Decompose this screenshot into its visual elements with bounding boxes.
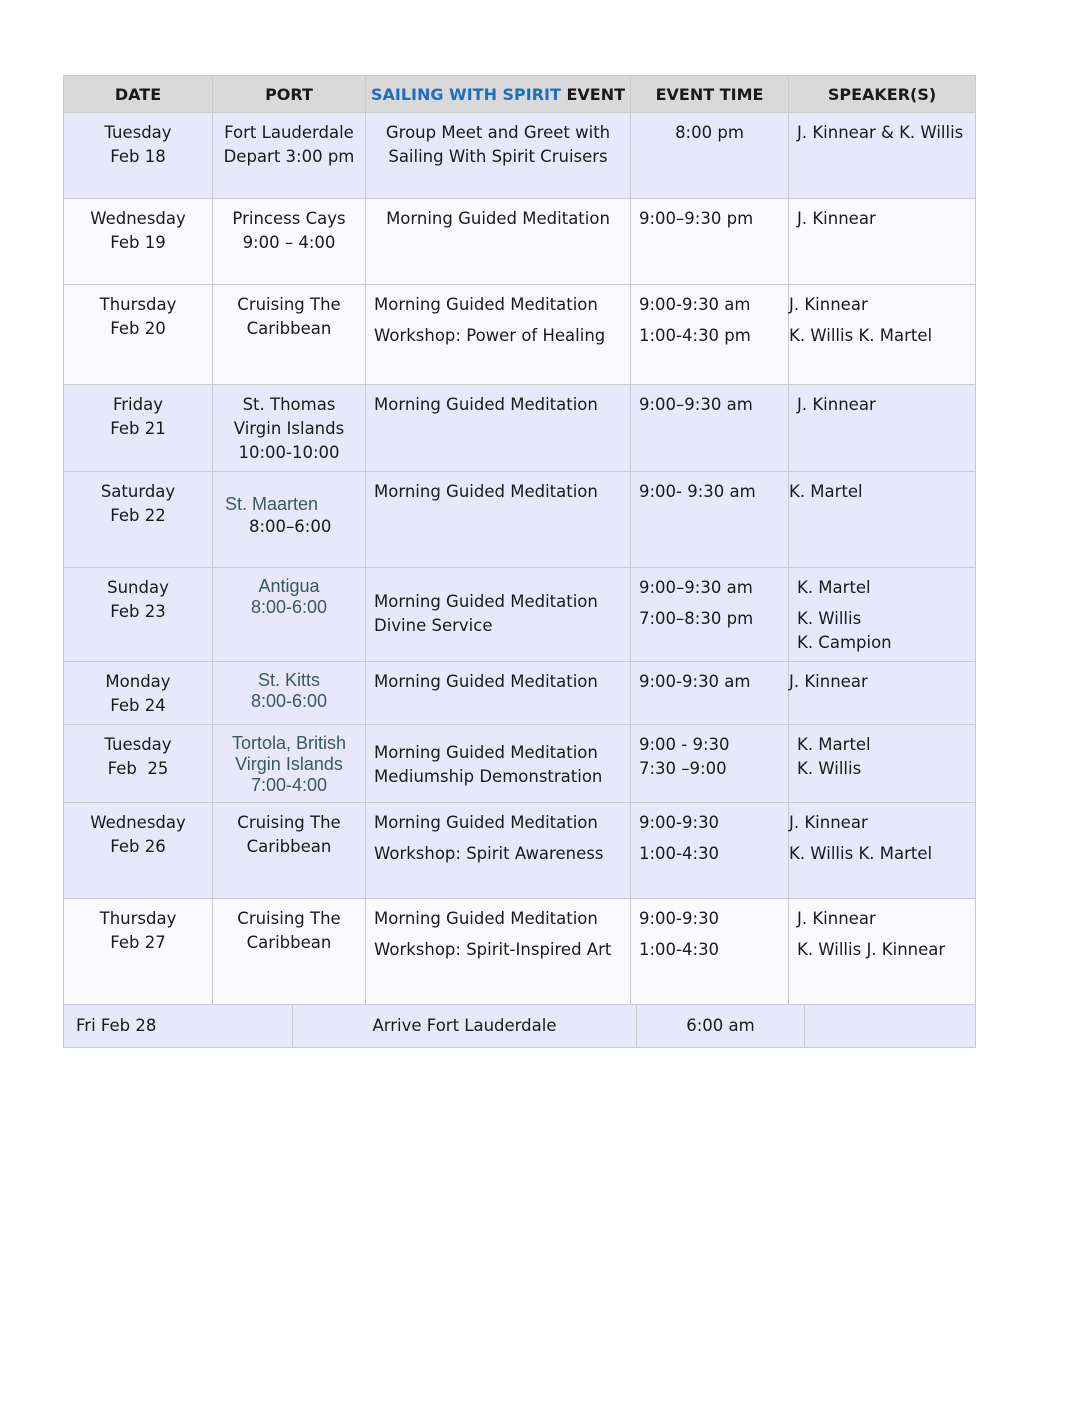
event-line: Divine Service [374, 616, 493, 635]
date-cell [64, 662, 213, 725]
port-line: Cruising The [237, 909, 341, 928]
header-row [64, 76, 976, 113]
day-label: Wednesday [90, 813, 186, 832]
speaker-line: J. Kinnear & K. Willis [797, 123, 964, 142]
schedule-sheet [63, 75, 975, 1048]
time-line: 9:00–9:30 am [639, 395, 753, 414]
event-cell [366, 725, 631, 803]
event-line: Workshop: Spirit-Inspired Art [374, 940, 612, 959]
speaker-cell [789, 113, 976, 199]
event-cell [366, 285, 631, 385]
port-cell [213, 568, 366, 662]
speaker-line: K. Martel [797, 735, 871, 754]
port-line: Princess Cays [232, 209, 346, 228]
day-label: Saturday [100, 482, 176, 501]
date-cell [64, 568, 213, 662]
table-row [64, 385, 976, 472]
speaker-cell [789, 199, 976, 285]
speaker-cell [789, 725, 976, 803]
speaker-line: K. Martel [789, 482, 863, 501]
day-label: Thursday [99, 909, 177, 928]
table-row [64, 199, 976, 285]
speaker-line: J. Kinnear [789, 813, 868, 832]
date-label: Feb 18 [110, 147, 166, 166]
time-line: 7:00–8:30 pm [639, 609, 754, 628]
port-line: 10:00-10:00 [238, 443, 340, 462]
port-cell [213, 113, 366, 199]
port-line: Caribbean [246, 933, 332, 952]
time-cell [631, 472, 789, 568]
time-line: 9:00- 9:30 am [639, 482, 756, 501]
event-line: Morning Guided Meditation [374, 813, 598, 832]
date-cell [64, 199, 213, 285]
speaker-cell [789, 662, 976, 725]
time-cell [631, 385, 789, 472]
port-line: St. Kitts [257, 670, 320, 690]
time-line: 1:00-4:30 pm [639, 326, 751, 345]
speaker-line: K. Willis K. Martel [789, 326, 933, 345]
speaker-cell [789, 472, 976, 568]
speaker-line: K. Campion [797, 633, 892, 652]
event-line: Morning Guided Meditation [374, 672, 598, 691]
header-port: PORT [213, 76, 366, 113]
header-speakers: SPEAKER(S) [789, 76, 976, 113]
date-label: Feb 19 [110, 233, 166, 252]
date-label: Feb 22 [110, 506, 166, 525]
port-cell [213, 472, 366, 568]
time-cell [631, 725, 789, 803]
day-label: Thursday [99, 295, 177, 314]
time-cell [631, 568, 789, 662]
date-label: Feb 26 [110, 837, 166, 856]
date-label: Feb 20 [110, 319, 166, 338]
event-line: Workshop: Power of Healing [374, 326, 606, 345]
time-line: 9:00–9:30 pm [639, 209, 754, 228]
day-label: Wednesday [90, 209, 186, 228]
time-line: 1:00-4:30 [639, 844, 720, 863]
time-cell [631, 803, 789, 899]
table-row [64, 113, 976, 199]
event-cell [366, 385, 631, 472]
time-line: 9:00-9:30 am [639, 672, 751, 691]
speaker-line: K. Willis K. Martel [789, 844, 933, 863]
date-cell [64, 285, 213, 385]
event-line: Morning Guided Meditation [374, 482, 598, 501]
table-row [64, 725, 976, 803]
event-line: Morning Guided Meditation [374, 592, 598, 611]
port-cell [213, 662, 366, 725]
date-cell [64, 803, 213, 899]
table-row [64, 472, 976, 568]
time-line: 1:00-4:30 [639, 940, 720, 959]
speaker-cell [789, 285, 976, 385]
arrival-time: 6:00 am [637, 1005, 805, 1048]
port-line: Depart 3:00 pm [223, 147, 355, 166]
speaker-line: K. Willis [797, 609, 862, 628]
event-cell [366, 662, 631, 725]
arrival-speakers [805, 1005, 976, 1048]
event-line: Workshop: Spirit Awareness [374, 844, 604, 863]
speaker-line: K. Willis [797, 759, 862, 778]
port-line: Tortola, British [231, 733, 347, 753]
time-line: 8:00 pm [675, 123, 744, 142]
event-line: Sailing With Spirit Cruisers [388, 147, 608, 166]
event-line: Morning Guided Meditation [374, 295, 598, 314]
event-cell [366, 199, 631, 285]
date-cell [64, 472, 213, 568]
arrival-event: Arrive Fort Lauderdale [293, 1005, 637, 1048]
arrival-row [64, 1005, 976, 1048]
day-label: Tuesday [104, 123, 172, 142]
date-label: Feb 21 [110, 419, 166, 438]
schedule-table [63, 75, 976, 1005]
date-cell [64, 385, 213, 472]
port-cell [213, 199, 366, 285]
port-cell [213, 385, 366, 472]
speaker-line: K. Willis J. Kinnear [797, 940, 946, 959]
speaker-cell [789, 803, 976, 899]
time-cell [631, 899, 789, 1005]
port-line: St. Maarten [225, 494, 319, 514]
time-cell [631, 113, 789, 199]
port-line: Cruising The [237, 295, 341, 314]
speaker-line: J. Kinnear [797, 209, 876, 228]
speaker-line: J. Kinnear [789, 295, 868, 314]
header-event [366, 76, 631, 113]
table-row [64, 285, 976, 385]
port-line: Antigua [258, 576, 320, 596]
time-cell [631, 662, 789, 725]
time-cell [631, 199, 789, 285]
port-line: Virgin Islands [233, 419, 345, 438]
day-label: Sunday [107, 578, 169, 597]
speaker-cell [789, 568, 976, 662]
speaker-line: K. Martel [797, 578, 871, 597]
port-line: 8:00-6:00 [250, 691, 328, 711]
date-label: Feb 24 [110, 696, 166, 715]
port-cell [213, 803, 366, 899]
speaker-cell [789, 899, 976, 1005]
port-cell [213, 725, 366, 803]
arrival-table [63, 1004, 976, 1048]
event-line: Morning Guided Meditation [374, 909, 598, 928]
event-line: Mediumship Demonstration [374, 767, 603, 786]
speaker-line: J. Kinnear [797, 395, 876, 414]
day-label: Friday [112, 395, 163, 414]
table-row [64, 662, 976, 725]
date-label: Feb 25 [107, 759, 169, 778]
port-line: Caribbean [246, 319, 332, 338]
event-cell [366, 899, 631, 1005]
date-cell [64, 899, 213, 1005]
port-line: St. Thomas [242, 395, 336, 414]
port-line: 9:00 – 4:00 [242, 233, 336, 252]
time-cell [631, 285, 789, 385]
table-row [64, 899, 976, 1005]
port-cell [213, 285, 366, 385]
event-line: Morning Guided Meditation [386, 209, 610, 228]
date-label: Feb 23 [110, 602, 166, 621]
port-line: Caribbean [246, 837, 332, 856]
arrival-date: Fri Feb 28 [64, 1005, 293, 1048]
port-cell [213, 899, 366, 1005]
event-line: Morning Guided Meditation [374, 395, 598, 414]
port-line: 8:00–6:00 [249, 517, 332, 536]
date-cell [64, 725, 213, 803]
date-label: Feb 27 [110, 933, 166, 952]
day-label: Tuesday [104, 735, 172, 754]
header-event-rest: EVENT [560, 84, 626, 104]
table-row [64, 568, 976, 662]
table-row [64, 803, 976, 899]
time-line: 9:00 - 9:30 [639, 735, 730, 754]
day-label: Monday [105, 672, 171, 691]
time-line: 9:00-9:30 [639, 813, 720, 832]
event-cell [366, 113, 631, 199]
event-cell [366, 803, 631, 899]
event-line: Morning Guided Meditation [374, 743, 598, 762]
time-line: 7:30 –9:00 [639, 759, 727, 778]
date-cell [64, 113, 213, 199]
event-cell [366, 568, 631, 662]
port-line: Fort Lauderdale [224, 123, 354, 142]
event-line: Group Meet and Greet with [385, 123, 611, 142]
port-line: 8:00-6:00 [250, 597, 328, 617]
port-line: Cruising The [237, 813, 341, 832]
time-line: 9:00-9:30 [639, 909, 720, 928]
header-date: DATE [64, 76, 213, 113]
event-cell [366, 472, 631, 568]
time-line: 9:00–9:30 am [639, 578, 753, 597]
port-line: Virgin Islands [235, 754, 343, 774]
port-line: 7:00-4:00 [250, 775, 328, 795]
header-time: EVENT TIME [631, 76, 789, 113]
speaker-cell [789, 385, 976, 472]
speaker-line: J. Kinnear [797, 909, 876, 928]
speaker-line: J. Kinnear [789, 672, 868, 691]
header-event-accent: SAILING WITH SPIRIT [370, 84, 561, 104]
time-line: 9:00-9:30 am [639, 295, 751, 314]
